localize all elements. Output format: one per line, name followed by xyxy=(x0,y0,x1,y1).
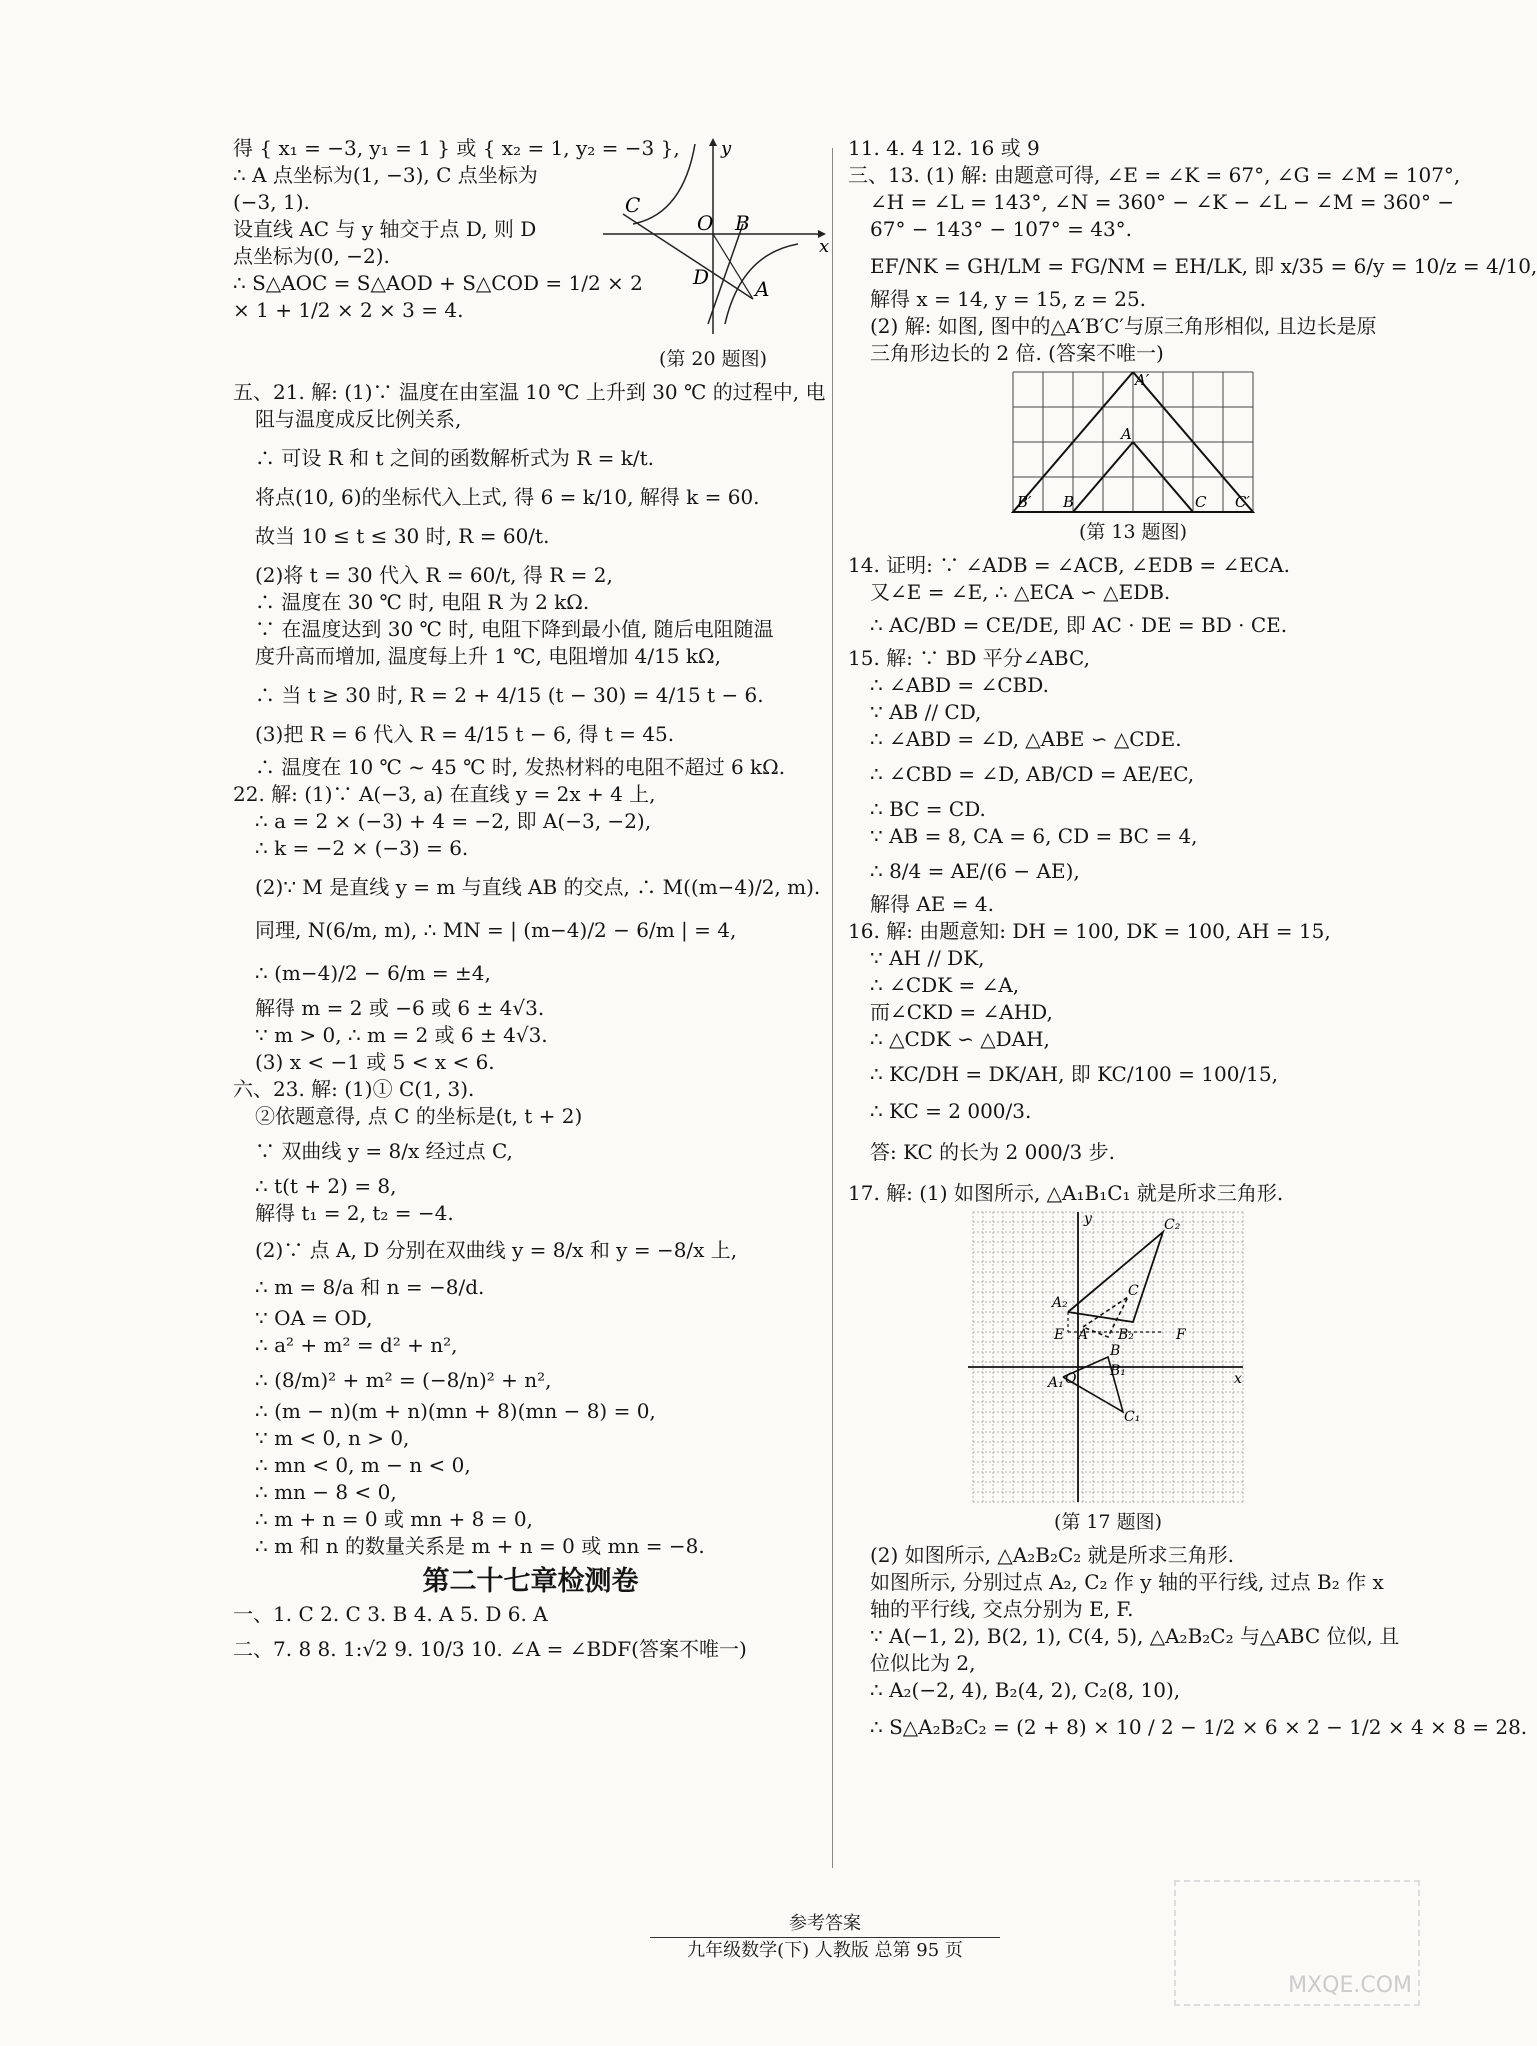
text-line: ∴ (m−4)/2 − 6/m = ±4, xyxy=(255,961,491,985)
fig20-d-label: D xyxy=(693,265,710,289)
text-line: ∴ (8/m)² + m² = (−8/n)² + n², xyxy=(255,1368,552,1392)
text-line: 22. 解: (1)∵ A(−3, a) 在直线 y = 2x + 4 上, xyxy=(233,782,656,806)
text-line: ∴ S△AOC = S△AOD + S△COD = 1/2 × 2 xyxy=(233,271,643,295)
footer-info: 九年级数学(下) 人教版 总第 95 页 xyxy=(687,1940,963,1961)
text-line: 度升高而增加, 温度每上升 1 ℃, 电阻增加 4/15 kΩ, xyxy=(255,644,721,668)
text-line: ∵ AB // CD, xyxy=(870,700,982,724)
text-line: 11. 4. 4 12. 16 或 9 xyxy=(848,136,1040,160)
fig17-c2-label: C₂ xyxy=(1164,1217,1181,1233)
figure-17-caption: (第 17 题图) xyxy=(1053,1511,1163,1533)
fig17-a2-label: A₂ xyxy=(1052,1295,1068,1311)
text-line: ∴ △CDK ∽ △DAH, xyxy=(870,1027,1050,1051)
fig17-c-label: C xyxy=(1128,1283,1139,1299)
fig13-b-prime: B′ xyxy=(1017,493,1032,511)
figure-20 xyxy=(593,134,833,373)
text-line: 15. 解: ∵ BD 平分∠ABC, xyxy=(848,646,1090,670)
fig20-o-label: O xyxy=(697,211,714,235)
figure-13-caption: (第 13 题图) xyxy=(1078,521,1188,543)
text-line: 五、21. 解: (1)∵ 温度在由室温 10 ℃ 上升到 30 ℃ 的过程中, 电 xyxy=(233,380,826,404)
text-line: (−3, 1). xyxy=(233,190,310,214)
text-line: (3) x < −1 或 5 < x < 6. xyxy=(255,1050,495,1074)
figure-17-grid xyxy=(968,1207,1248,1507)
text-line: ∴ BC = CD. xyxy=(870,797,986,821)
text-line: ∴ 8/4 = AE/(6 − AE), xyxy=(870,859,1080,883)
text-line: 三、13. (1) 解: 由题意可得, ∠E = ∠K = 67°, ∠G = ∠M = 107°, xyxy=(848,163,1461,187)
text-line: ∵ OA = OD, xyxy=(255,1306,373,1330)
text-line: ∵ m < 0, n > 0, xyxy=(255,1426,410,1450)
text-line: 解得 m = 2 或 −6 或 6 ± 4√3. xyxy=(255,996,545,1020)
text-line: 67° − 143° − 107° = 43°. xyxy=(870,217,1133,241)
text-line: ∴ ∠ABD = ∠CBD. xyxy=(870,673,1049,697)
fig20-y-label: y xyxy=(721,138,732,159)
text-line: ∴ m = 8/a 和 n = −8/d. xyxy=(255,1275,485,1299)
text-line: (2)将 t = 30 代入 R = 60/t, 得 R = 2, xyxy=(255,563,613,587)
fig17-b-label: B xyxy=(1110,1343,1121,1359)
text-line: 答: KC 的长为 2 000/3 步. xyxy=(870,1140,1115,1164)
column-divider xyxy=(832,148,833,1868)
text-line: 点坐标为(0, −2). xyxy=(233,244,390,268)
figure-17 xyxy=(968,1207,1248,1536)
text-line: ∠H = ∠L = 143°, ∠N = 360° − ∠K − ∠L − ∠M = 360° − xyxy=(870,190,1455,214)
figure-13 xyxy=(1013,367,1273,546)
text-line: 得 { x₁ = −3, y₁ = 1 } 或 { x₂ = 1, y₂ = −3 }, xyxy=(233,136,680,160)
text-line: ∴ ∠ABD = ∠D, △ABE ∽ △CDE. xyxy=(870,727,1182,751)
chapter-heading: 第二十七章检测卷 xyxy=(422,1566,639,1597)
text-line: ∴ (m − n)(m + n)(mn + 8)(mn − 8) = 0, xyxy=(255,1399,656,1423)
text-line: ∵ A(−1, 2), B(2, 1), C(4, 5), △A₂B₂C₂ 与△ABC 位似, 且 xyxy=(870,1624,1400,1648)
figure-20-graph xyxy=(593,134,833,344)
text-line: ∴ m 和 n 的数量关系是 m + n = 0 或 mn = −8. xyxy=(255,1534,705,1558)
text-line: 故当 10 ≤ t ≤ 30 时, R = 60/t. xyxy=(255,524,550,548)
text-line: ∴ mn − 8 < 0, xyxy=(255,1480,397,1504)
text-line: ∵ AB = 8, CA = 6, CD = BC = 4, xyxy=(870,824,1198,848)
text-line: 阻与温度成反比例关系, xyxy=(255,407,462,431)
fig17-a1-label: A₁ xyxy=(1048,1375,1064,1391)
text-line: ∵ AH // DK, xyxy=(870,946,985,970)
fig17-b2-label: B₂ xyxy=(1118,1327,1134,1343)
text-line: ∴ 可设 R 和 t 之间的函数解析式为 R = k/t. xyxy=(255,446,655,470)
watermark-text: MXQE.COM xyxy=(1288,1973,1412,1998)
fig13-b: B xyxy=(1063,493,1075,511)
text-line: 位似比为 2, xyxy=(870,1651,976,1675)
text-line: 同理, N(6/m, m), ∴ MN = | (m−4)/2 − 6/m | = 4, xyxy=(255,918,737,942)
text-line: 三角形边长的 2 倍. (答案不唯一) xyxy=(870,341,1164,365)
text-line: ∴ 温度在 10 ℃ ~ 45 ℃ 时, 发热材料的电阻不超过 6 kΩ. xyxy=(255,755,786,779)
text-line: ②依题意得, 点 C 的坐标是(t, t + 2) xyxy=(255,1104,583,1128)
fig17-y-label: y xyxy=(1084,1211,1092,1227)
text-line: 解得 x = 14, y = 15, z = 25. xyxy=(870,287,1147,311)
text-line: 而∠CKD = ∠AHD, xyxy=(870,1000,1053,1024)
text-line: ∴ AC/BD = CE/DE, 即 AC · DE = BD · CE. xyxy=(870,613,1288,637)
text-line: EF/NK = GH/LM = FG/NM = EH/LK, 即 x/35 = 6/y = 10/z = 4/10, xyxy=(870,254,1537,278)
text-line: (3)把 R = 6 代入 R = 4/15 t − 6, 得 t = 45. xyxy=(255,722,675,746)
text-line: 14. 证明: ∵ ∠ADB = ∠ACB, ∠EDB = ∠ECA. xyxy=(848,553,1290,577)
text-line: ∴ ∠CBD = ∠D, AB/CD = AE/EC, xyxy=(870,762,1195,786)
fig20-x-label: x xyxy=(819,236,830,257)
text-line: 17. 解: (1) 如图所示, △A₁B₁C₁ 就是所求三角形. xyxy=(848,1181,1284,1205)
text-line: 设直线 AC 与 y 轴交于点 D, 则 D xyxy=(233,217,537,241)
text-line: 16. 解: 由题意知: DH = 100, DK = 100, AH = 15, xyxy=(848,919,1331,943)
fig13-c: C xyxy=(1195,493,1207,511)
figure-13-grid xyxy=(1013,367,1253,517)
fig20-a-label: A xyxy=(755,277,770,301)
text-line: ∴ a² + m² = d² + n², xyxy=(255,1333,458,1357)
text-line: ∴ S△A₂B₂C₂ = (2 + 8) × 10 / 2 − 1/2 × 6 × 2 − 1/2 × 4 × 8 = 28. xyxy=(870,1715,1528,1739)
text-line: ∵ 双曲线 y = 8/x 经过点 C, xyxy=(255,1139,513,1163)
fig20-b-label: B xyxy=(735,211,750,235)
fig17-x-label: x xyxy=(1234,1371,1242,1387)
watermark-logo xyxy=(1174,1880,1420,2006)
text-line: ∴ t(t + 2) = 8, xyxy=(255,1174,397,1198)
fig13-a: A xyxy=(1121,425,1132,443)
text-line: 将点(10, 6)的坐标代入上式, 得 6 = k/10, 解得 k = 60. xyxy=(255,485,760,509)
fig17-c1-label: C₁ xyxy=(1124,1409,1141,1425)
fig13-a-prime: A′ xyxy=(1135,371,1150,389)
text-line: ∴ 温度在 30 ℃ 时, 电阻 R 为 2 kΩ. xyxy=(255,590,590,614)
fig17-o-label: O xyxy=(1065,1371,1077,1387)
text-line: ∴ A₂(−2, 4), B₂(4, 2), C₂(8, 10), xyxy=(870,1678,1181,1702)
text-line: ∵ 在温度达到 30 ℃ 时, 电阻下降到最小值, 随后电阻随温 xyxy=(255,617,774,641)
text-line: 六、23. 解: (1)① C(1, 3). xyxy=(233,1077,475,1101)
footer-rule xyxy=(650,1937,1000,1938)
text-line: (2)∵ 点 A, D 分别在双曲线 y = 8/x 和 y = −8/x 上, xyxy=(255,1238,738,1262)
footer-title: 参考答案 xyxy=(789,1913,861,1934)
text-line: ∴ m + n = 0 或 mn + 8 = 0, xyxy=(255,1507,533,1531)
answers-fill: 二、7. 8 8. 1:√2 9. 10/3 10. ∠A = ∠BDF(答案不唯一) xyxy=(233,1637,747,1661)
left-column xyxy=(233,135,828,1663)
text-line: 解得 AE = 4. xyxy=(870,892,994,916)
text-line: 又∠E = ∠E, ∴ △ECA ∽ △EDB. xyxy=(870,580,1171,604)
text-line: 轴的平行线, 交点分别为 E, F. xyxy=(870,1597,1134,1621)
text-line: (2) 解: 如图, 图中的△A′B′C′与原三角形相似, 且边长是原 xyxy=(870,314,1377,338)
fig13-c-prime: C′ xyxy=(1235,493,1250,511)
text-line: ∴ k = −2 × (−3) = 6. xyxy=(255,836,469,860)
fig17-f-label: F xyxy=(1176,1327,1186,1343)
text-line: × 1 + 1/2 × 2 × 3 = 4. xyxy=(233,298,464,322)
text-line: ∴ A 点坐标为(1, −3), C 点坐标为 xyxy=(233,163,538,187)
text-line: 如图所示, 分别过点 A₂, C₂ 作 y 轴的平行线, 过点 B₂ 作 x xyxy=(870,1570,1384,1594)
text-line: ∴ KC/DH = DK/AH, 即 KC/100 = 100/15, xyxy=(870,1062,1278,1086)
fig17-e-label: E xyxy=(1054,1327,1065,1343)
text-line: ∴ 当 t ≥ 30 时, R = 2 + 4/15 (t − 30) = 4/15 t − 6. xyxy=(255,683,764,707)
text-line: (2) 如图所示, △A₂B₂C₂ 就是所求三角形. xyxy=(870,1543,1234,1567)
text-line: ∴ a = 2 × (−3) + 4 = −2, 即 A(−3, −2), xyxy=(255,809,652,833)
fig17-b1-label: B₁ xyxy=(1110,1363,1126,1379)
answers-choice: 一、1. C 2. C 3. B 4. A 5. D 6. A xyxy=(233,1602,548,1626)
text-line: ∴ mn < 0, m − n < 0, xyxy=(255,1453,471,1477)
text-line: 解得 t₁ = 2, t₂ = −4. xyxy=(255,1201,454,1225)
fig20-c-label: C xyxy=(625,193,641,217)
figure-20-caption: (第 20 题图) xyxy=(658,348,768,370)
page-footer xyxy=(650,1913,1000,1962)
right-column xyxy=(848,135,1537,1741)
text-line: ∵ m > 0, ∴ m = 2 或 6 ± 4√3. xyxy=(255,1023,548,1047)
text-line: ∴ KC = 2 000/3. xyxy=(870,1099,1032,1123)
text-line: ∴ ∠CDK = ∠A, xyxy=(870,973,1020,997)
text-line: (2)∵ M 是直线 y = m 与直线 AB 的交点, ∴ M((m−4)/2, m). xyxy=(255,875,821,899)
fig17-a-label: A xyxy=(1078,1327,1089,1343)
